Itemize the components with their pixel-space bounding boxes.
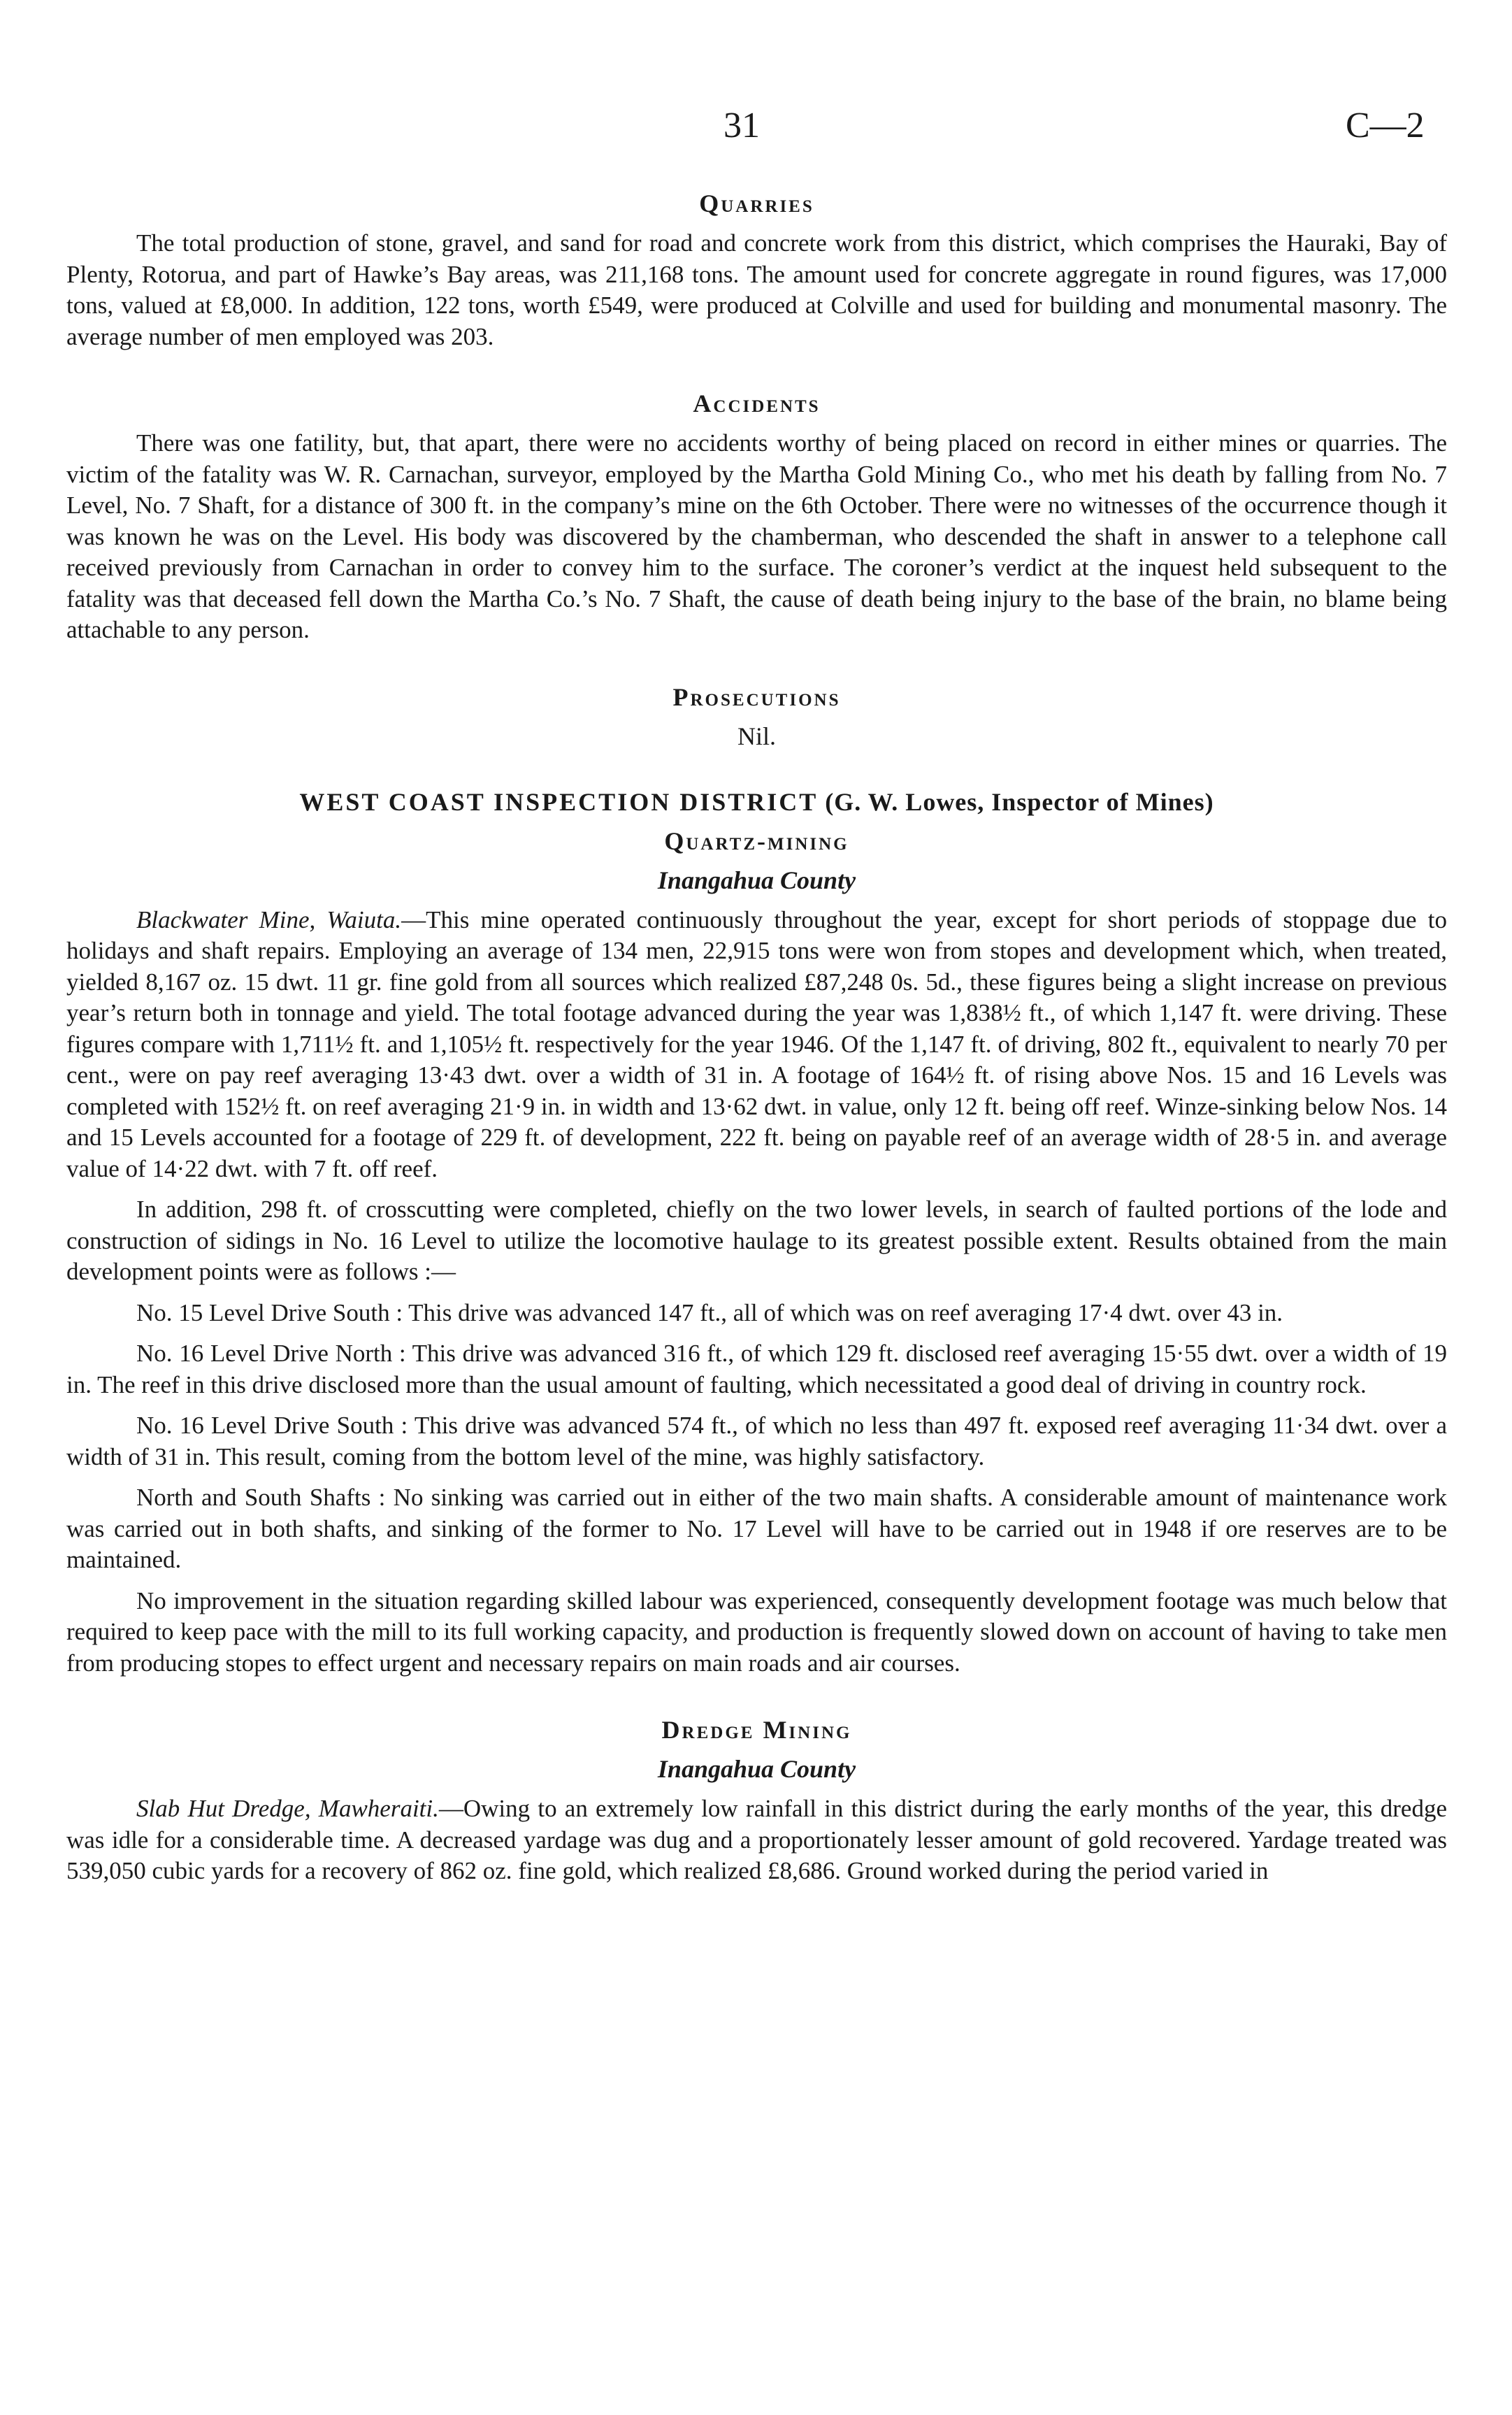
blackwater-lead: Blackwater Mine, Waiuta. — [136, 905, 402, 933]
slab-hut-paragraph — [66, 1793, 1447, 1887]
level15-south-paragraph: No. 15 Level Drive South : This drive was advanced 147 ft., all of which was on reef averaging 17·4 dwt. over 43 in. — [136, 1298, 1283, 1326]
blackwater-text: —This mine operated continuously throughout the year, except for short periods of stoppage due to holidays and shaft repairs. Employing an average of 134 men, 22,915 tons were won from stopes and development which, when treated, yielded 8,167 oz. 15 dwt. 11 gr. fine gold from all sources which realized £87,248 0s. 5d., these figures being a slight increase on previous year’s return both in tonnage and yield. The total footage advanced during the year was 1,838½ ft., of which 1,147 ft. were driving. These figures compare with 1,711½ ft. and 1,105½ ft. respectively for the year 1946. Of the 1,147 ft. of driving, 802 ft., equivalent to nearly 70 per cent., were on pay reef averaging 13·43 dwt. over a width of 31 in. A footage of 164½ ft. of rising above Nos. 15 and 16 Levels was completed with 152½ ft. on reef averaging 21·9 in. in width and 13·62 dwt. in value, only 12 ft. being off reef. Winze-sinking below Nos. 14 and 15 Levels accounted for a footage of 229 ft. of development, 222 ft. being on payable reef of an average width of 28·5 in. and average value of 14·22 dwt. with 7 ft. off reef. — [66, 905, 1447, 1182]
district-title-name: WEST COAST INSPECTION DISTRICT — [299, 787, 819, 816]
quarries-paragraph: The total production of stone, gravel, and sand for road and concrete work from this district, which comprises the Hauraki, Bay of Plenty, Rotorua, and part of Hawke’s Bay areas, was 211,168 tons. The amount used for concrete aggregate in round figures, was 17,000 tons, valued at £8,000. In addition, 122 tons, worth £549, were produced at Colville and used for building and monumental masonry. The average number of men employed was 203. — [66, 229, 1447, 350]
crosscutting-paragraph: In addition, 298 ft. of crosscutting were completed, chiefly on the two lower levels, in search of faulted portions of the lode and construction of sidings in No. 16 Level to utilize the locomotive haulage to its greatest possible extent. Results obtained from the main development points were as follows :— — [66, 1196, 1447, 1285]
district-title — [66, 787, 1447, 817]
dredge-county-heading: Inangahua County — [657, 1755, 856, 1783]
prosecutions-heading: Prosecutions — [672, 682, 841, 711]
accidents-heading: Accidents — [693, 389, 821, 417]
prosecutions-text: Nil. — [737, 722, 776, 750]
blackwater-paragraph — [66, 905, 1447, 1185]
page-number: 31 — [723, 106, 760, 145]
level16-north-paragraph: No. 16 Level Drive North : This drive was advanced 316 ft., of which 129 ft. disclosed reef averaging 15·55 dwt. over a width of 19 in. The reef in this drive disclosed more than the usual amount of faulting, which necessitated a good deal of driving in country rock. — [66, 1340, 1447, 1398]
labour-paragraph: No improvement in the situation regarding skilled labour was experienced, consequently development footage was much below that required to keep pace with the mill to its full working capacity, and production is frequently slowed down on account of having to take men from producing stopes to effect urgent and necessary repairs on main roads and air courses. — [66, 1586, 1447, 1677]
report-code: C—2 — [1346, 106, 1425, 145]
accidents-paragraph: There was one fatility, but, that apart, there were no accidents worthy of being placed on record in either mines or quarries. The victim of the fatality was W. R. Carnachan, surveyor, employed by the Martha Gold Mining Co., who met his death by falling from No. 7 Level, No. 7 Shaft, for a distance of 300 ft. in the company’s mine on the 6th October. There were no witnesses of the occurrence though it was known he was on the Level. His body was discovered by the chamberman, who descended the shaft in answer to a telephone call received previously from Carnachan in order to convey him to the surface. The coroner’s verdict at the inquest held subsequent to the fatality was that deceased fell down the Martha Co.’s No. 7 Shaft, the cause of death being injury to the base of the brain, no blame being attachable to any person. — [66, 429, 1447, 643]
quartz-mining-heading: Quartz-mining — [664, 826, 849, 855]
slab-hut-text: —Owing to an extremely low rainfall in this district during the early months of the year, this dredge was idle for a considerable time. A decreased yardage was dug and a proportionately lesser amount of gold recovered. Yardage treated was 539,050 cubic yards for a recovery of 862 oz. fine gold, which realized £8,686. Ground worked during the period varied in — [66, 1795, 1447, 1884]
page-header — [0, 105, 1512, 154]
shafts-paragraph: North and South Shafts : No sinking was carried out in either of the two main shafts. A considerable amount of maintenance work was carried out in both shafts, and sinking of the former to No. 17 Level will have to be carried out in 1948 if ore reserves are to be maintained. — [66, 1484, 1447, 1573]
county-heading: Inangahua County — [657, 866, 856, 894]
level16-south-paragraph: No. 16 Level Drive South : This drive was advanced 574 ft., of which no less than 497 ft. exposed reef averaging 11·34 dwt. over a width of 31 in. This result, coming from the bottom level of the mine, was highly satisfactory. — [66, 1412, 1447, 1470]
district-title-inspector: (G. W. Lowes, Inspector of Mines) — [825, 787, 1214, 816]
quarries-heading: Quarries — [699, 189, 814, 217]
slab-hut-lead: Slab Hut Dredge, Mawheraiti. — [136, 1795, 439, 1822]
dredge-mining-heading: Dredge Mining — [661, 1716, 852, 1744]
page-content — [66, 189, 1447, 1887]
